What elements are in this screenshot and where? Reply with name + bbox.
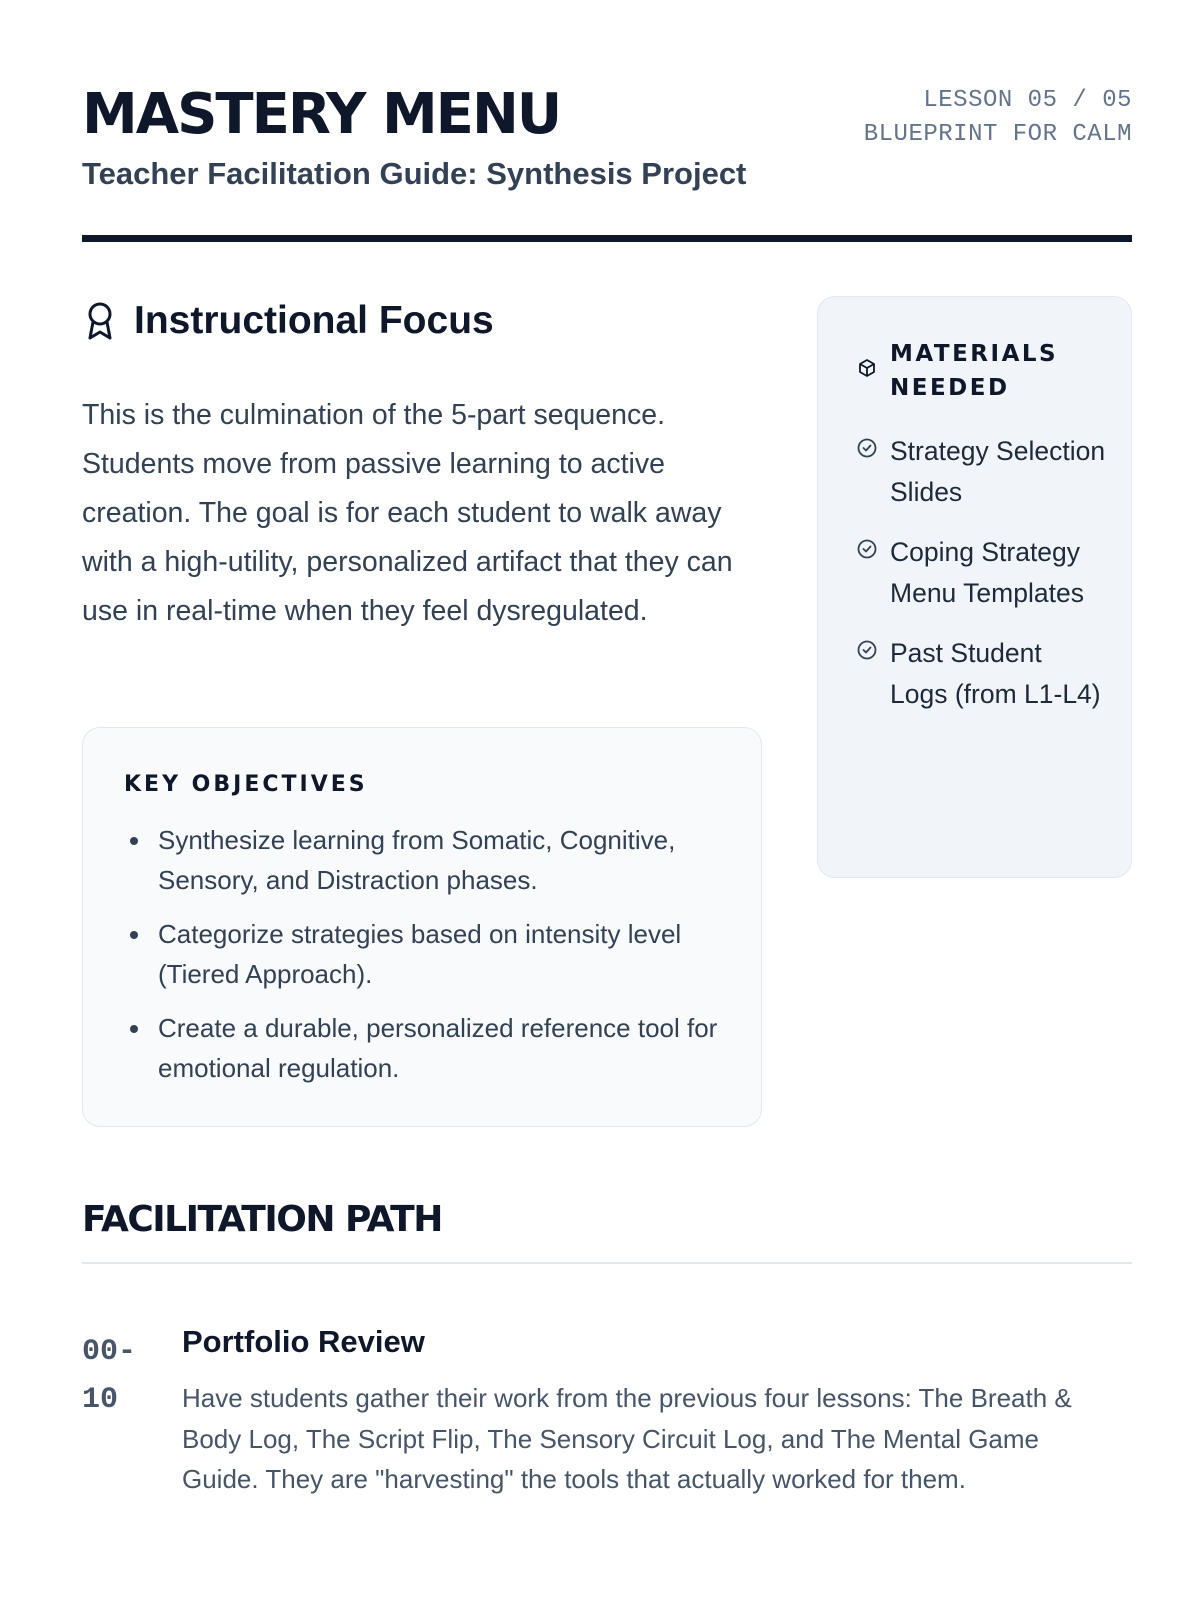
bullet-icon: [130, 1025, 138, 1033]
materials-title-line1: MATERIALS: [890, 341, 1059, 367]
award-ribbon-icon: [82, 299, 118, 343]
step-time: 00-10: [82, 1335, 137, 1417]
check-circle-icon: [856, 639, 878, 661]
page-header: [82, 80, 1132, 242]
box-icon: [856, 357, 878, 379]
material-text: Past Student Logs (from L1-L4): [890, 638, 1101, 709]
divider: [82, 1262, 1132, 1264]
materials-list: [856, 431, 1106, 734]
focus-heading: [82, 296, 494, 346]
objective-text: Categorize strategies based on intensity level (Tiered Approach).: [158, 919, 682, 989]
material-text: Coping Strategy Menu Templates: [890, 537, 1084, 608]
bullet-icon: [130, 837, 138, 845]
list-item: [124, 914, 724, 994]
focus-title: Instructional Focus: [134, 299, 494, 342]
focus-description: This is the culmination of the 5-part sequence. Students move from passive learning to active creation. The goal is for each student to walk away with a high-utility, personalized artifact that they can use in real-time when they feel dysregulated.: [82, 399, 733, 627]
list-item: [124, 1008, 724, 1088]
objective-text: Create a durable, personalized reference tool for emotional regulation.: [158, 1013, 718, 1083]
materials-title: [890, 337, 1058, 405]
step-description: Have students gather their work from the previous four lessons: The Breath & Body Log, The Script Flip, The Sensory Circuit Log, and The Mental Game Guide. They are "harvesting" the tools that actually worked for them.: [182, 1383, 1072, 1494]
materials-title-line2: NEEDED: [890, 375, 1010, 401]
lesson-meta: [864, 84, 1132, 152]
list-item: [124, 820, 724, 900]
facilitation-path-title: FACILITATION PATH: [82, 1199, 442, 1240]
lesson-label: LESSON 05 / 05: [923, 87, 1132, 114]
material-text: Strategy Selection Slides: [890, 436, 1106, 507]
list-item: [856, 633, 1106, 714]
key-objectives-list: [124, 820, 724, 1102]
materials-heading: [856, 337, 1058, 405]
bullet-icon: [130, 931, 138, 939]
check-circle-icon: [856, 538, 878, 560]
step-title: Portfolio Review: [182, 1324, 425, 1359]
page-subtitle: Teacher Facilitation Guide: Synthesis Project: [82, 156, 747, 191]
list-item: [856, 431, 1106, 512]
materials-card: [817, 296, 1132, 878]
check-circle-icon: [856, 437, 878, 459]
page-title: MASTERY MENU: [82, 82, 561, 147]
series-label: BLUEPRINT FOR CALM: [863, 121, 1132, 148]
key-objectives-title: KEY OBJECTIVES: [124, 772, 368, 797]
page: [82, 0, 1132, 1600]
key-objectives-card: [82, 727, 762, 1127]
objective-text: Synthesize learning from Somatic, Cognitive, Sensory, and Distraction phases.: [158, 825, 676, 895]
list-item: [856, 532, 1106, 613]
